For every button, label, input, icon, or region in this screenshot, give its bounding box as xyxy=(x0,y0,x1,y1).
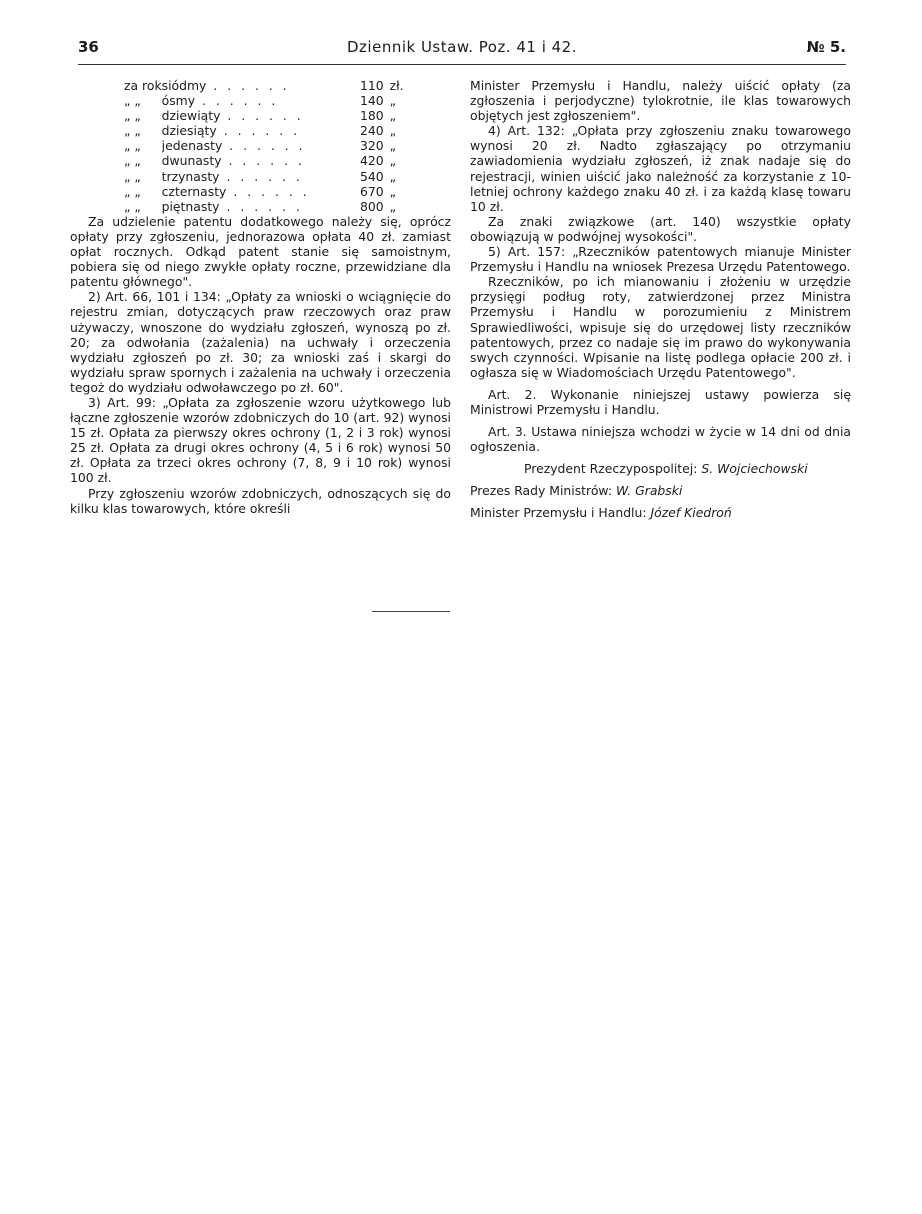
right-column xyxy=(470,78,851,521)
fee-amount: 110 xyxy=(359,78,384,93)
article-3: Art. 3. Ustawa niniejsza wchodzi w życie w 14 dni od dnia ogłoszenia. xyxy=(470,424,851,455)
fee-ordinal-prefix: „ „ xyxy=(124,183,141,199)
fee-unit: „ xyxy=(389,168,397,184)
fee-ordinal-prefix: „ „ xyxy=(124,168,141,184)
leader-dots: . . . . . . xyxy=(206,78,290,93)
fee-unit: „ xyxy=(389,93,397,109)
fee-unit: „ xyxy=(389,108,397,124)
fee-unit: „ xyxy=(389,198,397,214)
paragraph: 2) Art. 66, 101 i 134: „Opłaty za wnioski o wciągnięcie do rejestru zmian, dotyczących praw rzeczowych oraz praw używaczy, wnoszone do wydziału zgłoszeń, wynoszą po zł. 20; za odwołania (zażalenia) na uchwały i orzeczenia wydziału zgłoszeń po zł. 30; za wnioski zaś i skargi do wydziału spraw spornych i zażalenia na uchwały i orzeczenia tegoż do wydziału odwoławczego po zł. 60". xyxy=(70,289,451,395)
signature-line: Minister Przemysłu i Handlu: Józef Kiedroń xyxy=(470,505,732,521)
fee-amount: 800 xyxy=(359,198,384,214)
leader-dots: . . . . . . xyxy=(195,93,279,109)
fee-year-label: piętnasty . . . . . . xyxy=(161,198,303,214)
fee-ordinal-prefix: „ „ xyxy=(124,108,141,124)
page-header xyxy=(78,38,846,62)
fee-unit: „ xyxy=(389,183,397,199)
fee-year-label: dziewiąty . . . . . . xyxy=(161,108,304,124)
fee-ordinal-prefix: „ „ xyxy=(124,153,141,169)
fee-amount: 180 xyxy=(359,108,384,124)
header-rule xyxy=(78,64,846,65)
fee-amount: 670 xyxy=(359,183,384,199)
fee-row xyxy=(124,169,430,184)
fee-row xyxy=(124,153,430,168)
leader-dots: . . . . . . xyxy=(221,153,305,169)
paragraph: 3) Art. 99: „Opłata za zgłoszenie wzoru użytkowego lub łączne zgłoszenie wzorów zdobniczych do 10 (art. 92) wynosi 15 zł. Opłata za pierwszy okres ochrony (1, 2 i 3 rok) wynosi 25 zł. Opłata za drugi okres ochrony (4, 5 i 6 rok) wynosi 50 zł. Opłata za trzeci okres ochrony (7, 8, 9 i 10 rok) wynosi 100 zł. xyxy=(70,394,451,486)
fee-amount: 320 xyxy=(359,138,384,154)
leader-dots: . . . . . . xyxy=(222,138,306,154)
fee-amount: 420 xyxy=(359,153,384,169)
signature-name: Józef Kiedroń xyxy=(650,505,732,521)
paragraph: Rzeczników, po ich mianowaniu i złożeniu w urzędzie przysięgi podług roty, zatwierdzonej przez Ministra Przemysłu i Handlu w porozumieniu z Ministrem Sprawiedliwości, wpisuje się do urzędowej listy rzeczników patentowych, przez co nadaje się im prawo do wykonywania swych czynności. Wpisanie na listę podlega opłacie 200 zł. i ogłasza się w Wiadomościach Urzędu Patentowego". xyxy=(470,274,851,380)
fee-year-label: trzynasty . . . . . . xyxy=(161,168,303,184)
fee-amount: 240 xyxy=(359,123,384,139)
fee-row xyxy=(124,138,430,153)
fee-ordinal-prefix: za rok xyxy=(124,78,162,93)
journal-title: Dziennik Ustaw. Poz. 41 i 42. xyxy=(347,38,577,56)
fee-table xyxy=(124,78,430,214)
leader-dots: . . . . . . xyxy=(220,108,304,124)
paragraph: Za udzielenie patentu dodatkowego należy się, oprócz opłaty przy zgłoszeniu, jednorazowa opłata 40 zł. zamiast opłat rocznych. Odkąd patent stanie się samoistnym, pobiera się od niego zwykłe opłaty roczne, przewidziane dla patentu głównego". xyxy=(70,213,451,290)
fee-amount: 140 xyxy=(359,93,384,109)
page-number: 36 xyxy=(78,38,99,56)
fee-ordinal-prefix: „ „ xyxy=(124,138,141,154)
left-column xyxy=(70,78,451,516)
fee-ordinal-prefix: „ „ xyxy=(124,198,141,214)
fee-year-label: dziesiąty . . . . . . xyxy=(161,123,301,139)
fee-ordinal-prefix: „ „ xyxy=(124,93,141,109)
signature-name: W. Grabski xyxy=(616,483,683,499)
fee-year-label: ósmy . . . . . . xyxy=(161,93,279,109)
fee-row xyxy=(124,108,430,123)
leader-dots: . . . . . . xyxy=(226,183,310,199)
paragraph: 4) Art. 132: „Opłata przy zgłoszeniu znaku towarowego wynosi 20 zł. Nadto zgłaszający po otrzymaniu zawiadomienia wydziału zgłoszeń, iż znak nadaje się do rejestracji, winien uiścić jako należność za korzystanie z 10-letniej ochrony każdego znaku 40 zł. i za każdą klasę towaru 10 zł. xyxy=(470,123,851,214)
fee-unit: zł. xyxy=(389,78,404,93)
fee-row xyxy=(124,184,430,199)
paragraph: Za znaki związkowe (art. 140) wszystkie opłaty obowiązują w podwójnej wysokości". xyxy=(470,213,851,244)
fee-unit: „ xyxy=(389,138,397,154)
paragraph: Przy zgłoszeniu wzorów zdobniczych, odnoszących się do kilku klas towarowych, które określi xyxy=(70,485,451,516)
paragraph: Minister Przemysłu i Handlu, należy uiścić opłaty (za zgłoszenia i perjodyczne) tylokrotnie, ile klas towarowych objętych jest zgłoszeniem". xyxy=(470,78,851,124)
leader-dots: . . . . . . xyxy=(216,123,301,139)
fee-unit: „ xyxy=(389,123,397,139)
fee-year-label: jedenasty . . . . . . xyxy=(161,138,306,154)
signature-line: Prezydent Rzeczypospolitej: S. Wojciechowski xyxy=(524,461,808,477)
issue-number: № 5. xyxy=(806,38,846,56)
fee-unit: „ xyxy=(389,153,397,169)
fee-row xyxy=(124,93,430,108)
paragraph: 5) Art. 157: „Rzeczników patentowych mianuje Minister Przemysłu i Handlu na wniosek Prezesa Urzędu Patentowego. xyxy=(470,244,851,275)
article-2: Art. 2. Wykonanie niniejszej ustawy powierza się Ministrowi Przemysłu i Handlu. xyxy=(470,386,851,417)
end-rule xyxy=(372,611,450,612)
fee-year-label: czternasty . . . . . . xyxy=(161,183,310,199)
fee-year-label: siódmy . . . . . . xyxy=(161,78,290,93)
fee-ordinal-prefix: „ „ xyxy=(124,123,141,139)
signature-line: Prezes Rady Ministrów: W. Grabski xyxy=(470,483,683,499)
fee-year-label: dwunasty . . . . . . xyxy=(161,153,305,169)
leader-dots: . . . . . . xyxy=(219,168,303,184)
fee-amount: 540 xyxy=(359,168,384,184)
signature-name: S. Wojciechowski xyxy=(701,461,808,477)
leader-dots: . . . . . . xyxy=(219,198,303,214)
fee-row xyxy=(124,78,430,93)
fee-row xyxy=(124,123,430,138)
fee-row xyxy=(124,199,430,214)
signature-block xyxy=(470,461,851,520)
